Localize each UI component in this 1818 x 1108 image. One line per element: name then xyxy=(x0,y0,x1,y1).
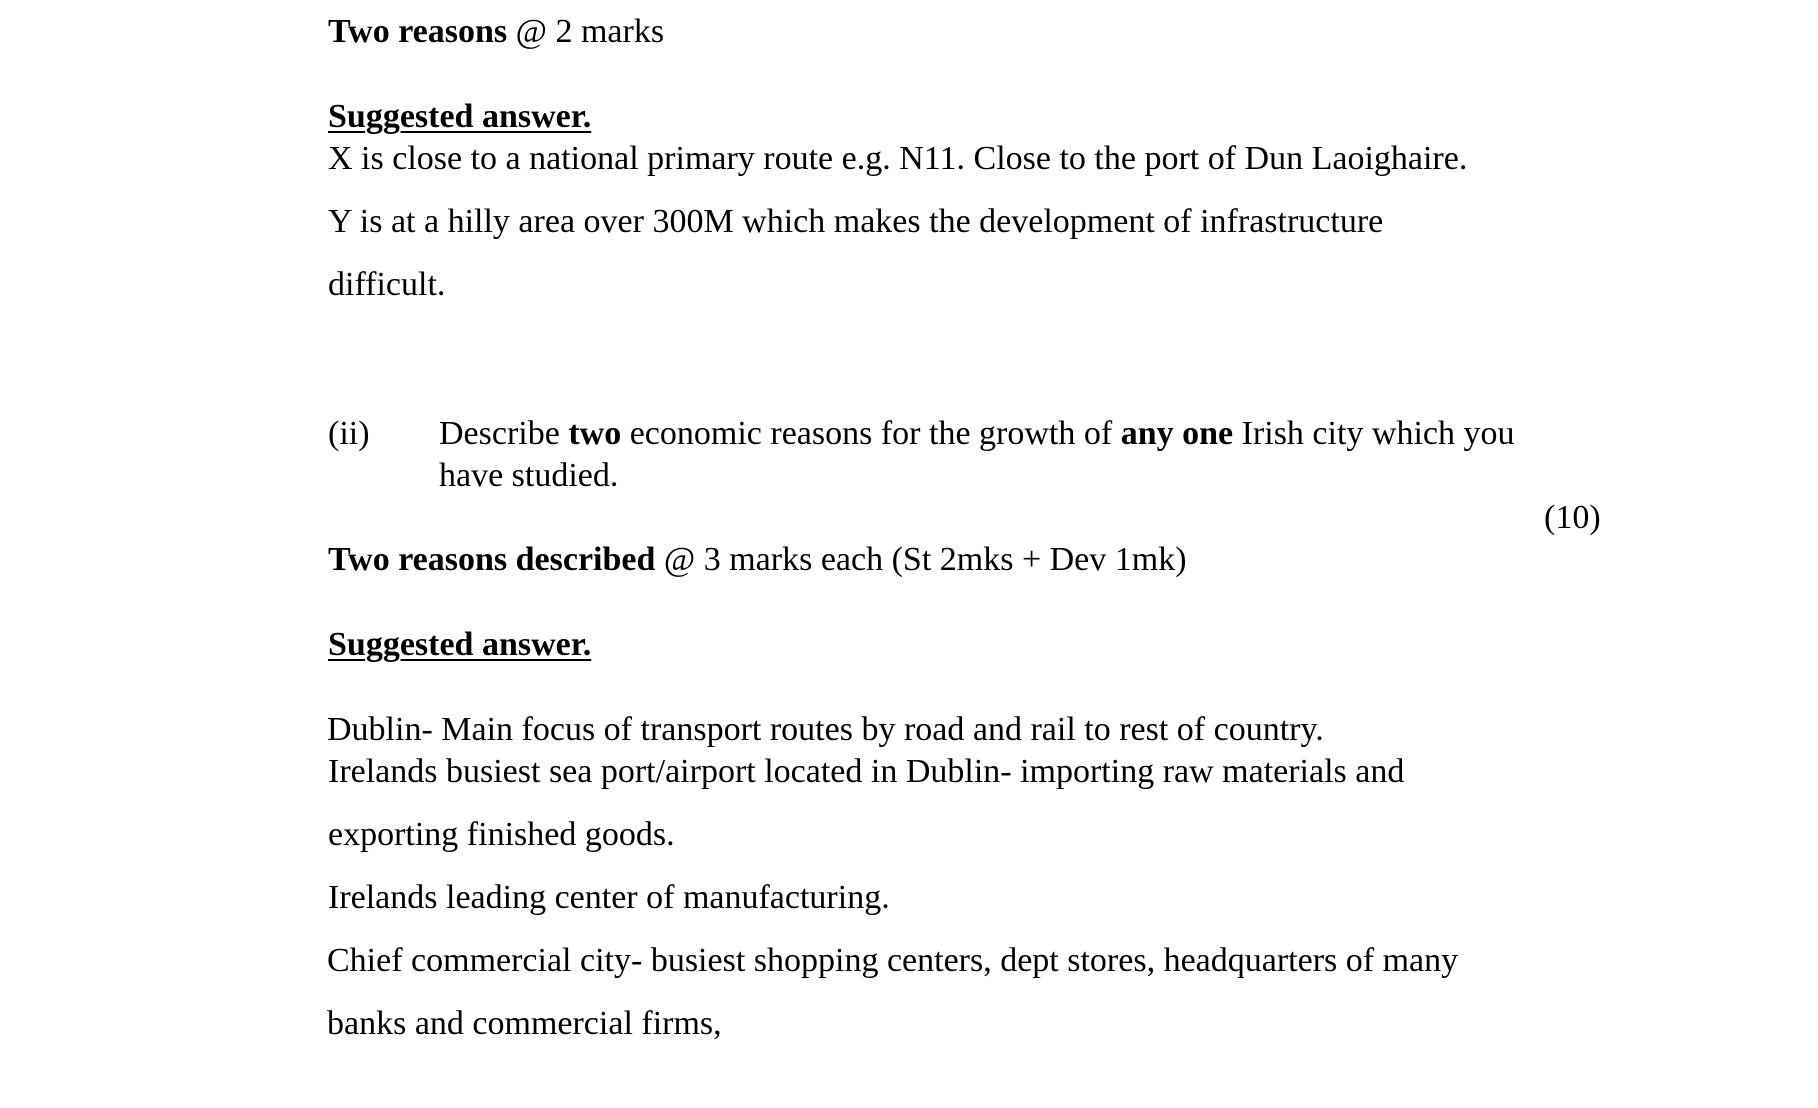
answer-line: Y is at a hilly area over 300M which makes the development of infrastructure xyxy=(328,203,1384,240)
question-number: (ii) xyxy=(328,415,370,452)
answer-line: banks and commercial firms, xyxy=(327,1005,722,1042)
answer-line: exporting finished goods. xyxy=(328,816,675,853)
marks-label: Two reasons described xyxy=(328,541,656,578)
question-text-continued: have studied. xyxy=(439,457,619,494)
answer-line: difficult. xyxy=(328,266,446,303)
marks-label: Two reasons xyxy=(328,13,508,50)
answer-line: Chief commercial city- busiest shopping centers, dept stores, headquarters of many xyxy=(327,942,1459,979)
marking-scheme-line-1 xyxy=(328,12,664,52)
answer-line: X is close to a national primary route e.g. N11. Close to the port of Dun Laoighaire. xyxy=(328,140,1468,177)
marks-detail: @ 3 marks each (St 2mks + Dev 1mk) xyxy=(655,541,1187,578)
answer-line: Irelands leading center of manufacturing. xyxy=(328,879,890,916)
question-text: Describe two economic reasons for the growth of any one Irish city which you xyxy=(439,415,1515,452)
answer-line: Dublin- Main focus of transport routes by road and rail to rest of country. xyxy=(327,711,1324,748)
marking-scheme-line-2 xyxy=(328,540,1187,580)
question-marks: (10) xyxy=(1544,499,1601,536)
suggested-answer-heading-2: Suggested answer. xyxy=(328,626,592,663)
marks-detail: @ 2 marks xyxy=(507,13,665,50)
answer-line: Irelands busiest sea port/airport located in Dublin- importing raw materials and xyxy=(328,753,1405,790)
suggested-answer-heading-1: Suggested answer. xyxy=(328,98,592,135)
